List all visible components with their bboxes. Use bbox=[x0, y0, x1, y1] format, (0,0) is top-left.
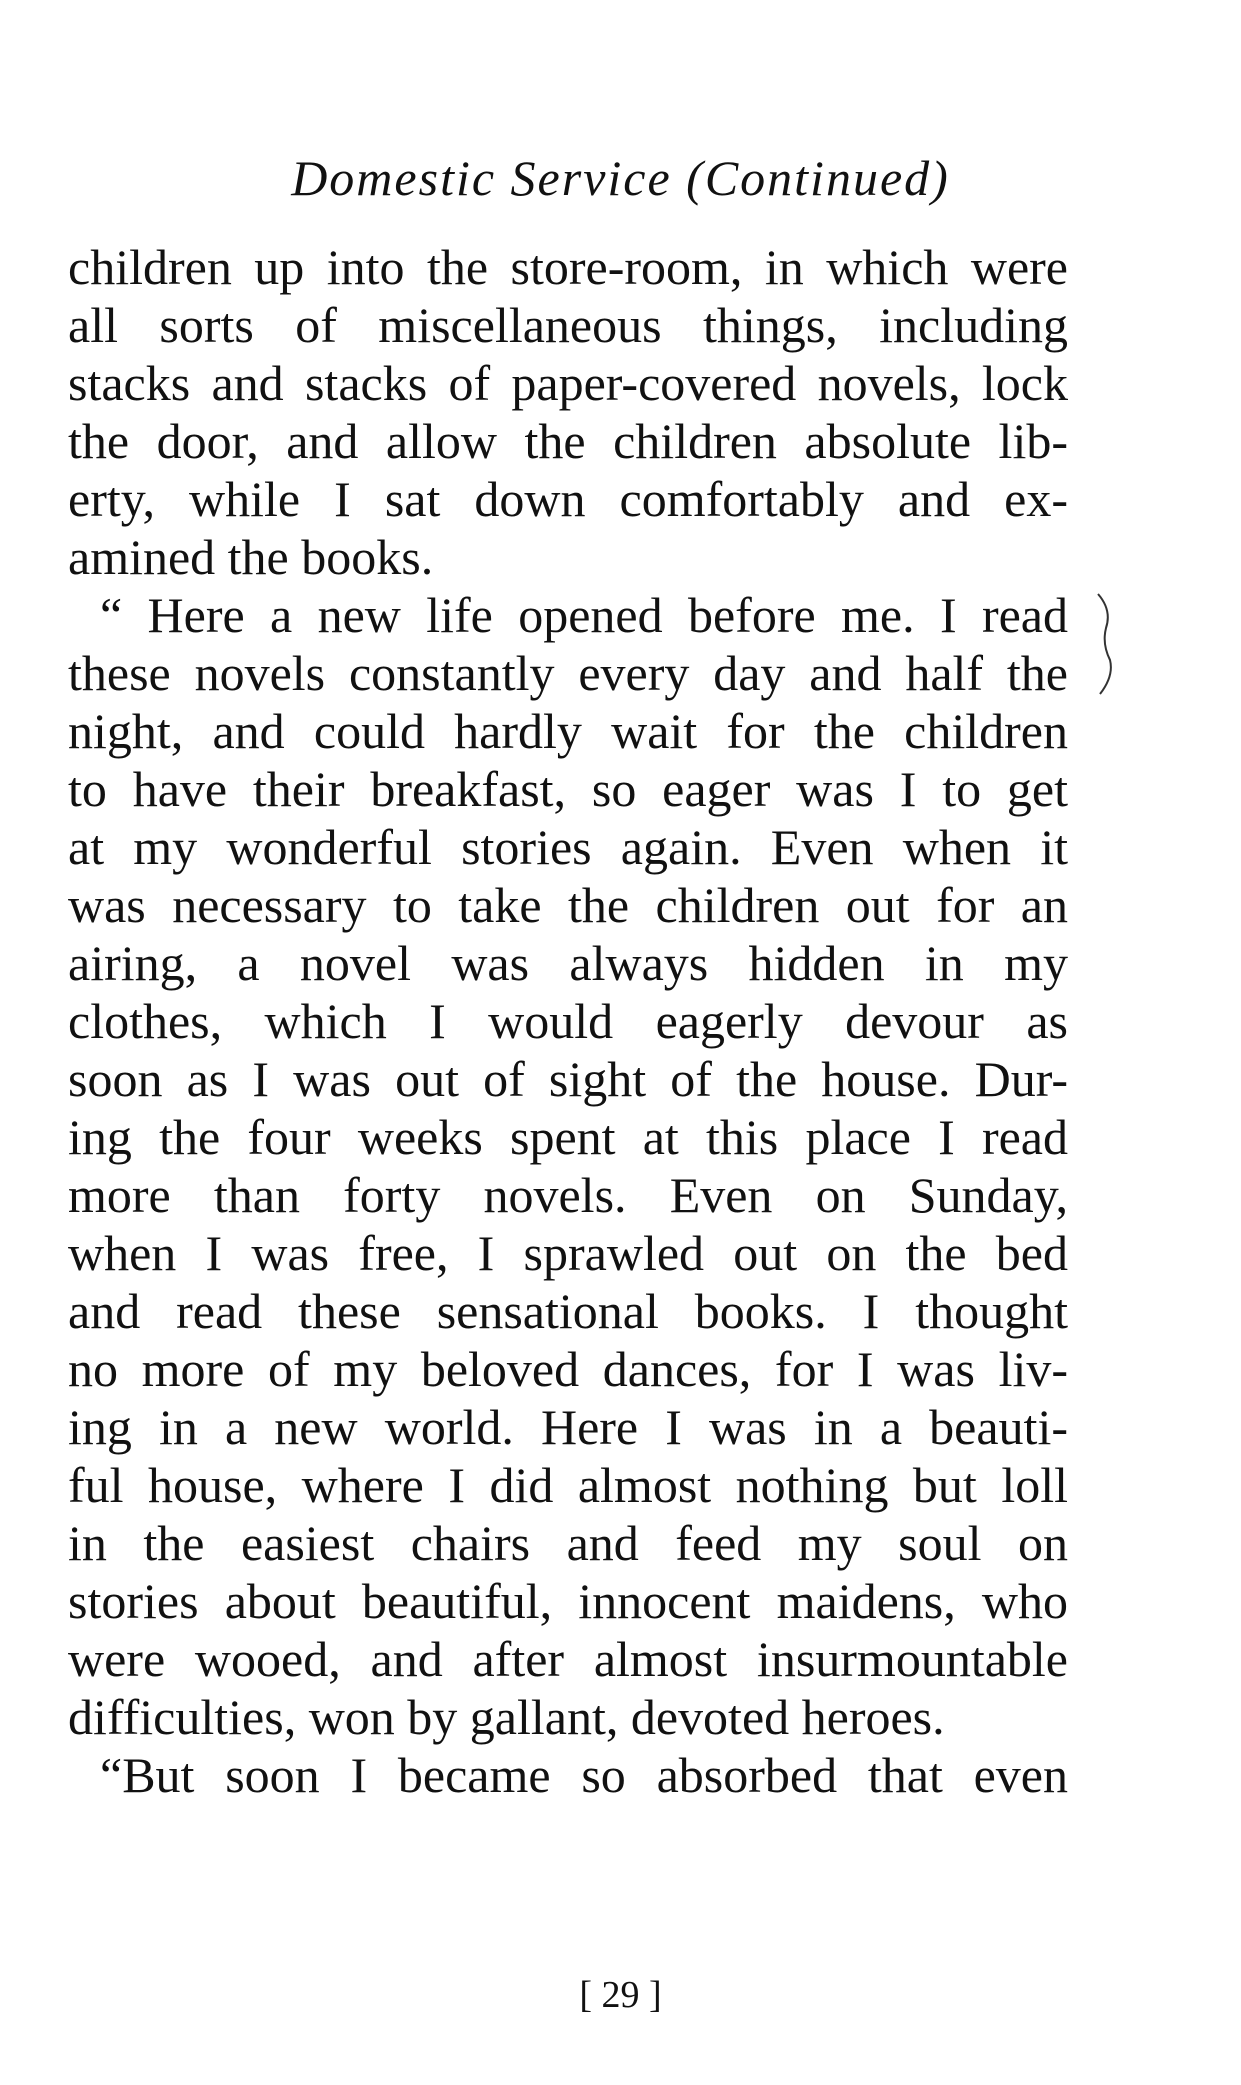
paragraph-start-line: “But soon I became so absorbed that even bbox=[100, 1747, 1068, 1803]
text-line: erty, while I sat down comfortably and ex- bbox=[68, 471, 1068, 527]
text-line: children up into the store-room, in which were bbox=[68, 239, 1068, 295]
text-line: more than forty novels. Even on Sunday, bbox=[68, 1167, 1068, 1223]
text-line: ing in a new world. Here I was in a beauti- bbox=[68, 1399, 1068, 1455]
text-line: these novels constantly every day and half the bbox=[68, 645, 1068, 701]
text-line: to have their breakfast, so eager was I to get bbox=[68, 761, 1068, 817]
text-line: when I was free, I sprawled out on the bed bbox=[68, 1225, 1068, 1281]
text-line: clothes, which I would eagerly devour as bbox=[68, 993, 1068, 1049]
text-line: stacks and stacks of paper-covered novels, lock bbox=[68, 355, 1068, 411]
text-line: ful house, where I did almost nothing but loll bbox=[68, 1457, 1068, 1513]
text-line: soon as I was out of sight of the house. Dur- bbox=[68, 1051, 1068, 1107]
text-line: at my wonderful stories again. Even when it bbox=[68, 819, 1068, 875]
body-text bbox=[68, 238, 1068, 1804]
running-head: Domestic Service (Continued) bbox=[291, 150, 950, 206]
text-line: and read these sensational books. I thought bbox=[68, 1283, 1068, 1339]
text-line: amined the books. bbox=[68, 529, 434, 585]
text-line: in the easiest chairs and feed my soul on bbox=[68, 1515, 1068, 1571]
text-line: no more of my beloved dances, for I was liv- bbox=[68, 1341, 1068, 1397]
text-line: airing, a novel was always hidden in my bbox=[68, 935, 1068, 991]
text-line: all sorts of miscellaneous things, including bbox=[68, 297, 1068, 353]
text-line: difficulties, won by gallant, devoted heroes. bbox=[68, 1689, 945, 1745]
paragraph-start-line: “ Here a new life opened before me. I read bbox=[100, 587, 1068, 643]
text-line: ing the four weeks spent at this place I read bbox=[68, 1109, 1068, 1165]
text-line: stories about beautiful, innocent maidens, who bbox=[68, 1573, 1068, 1629]
text-line: was necessary to take the children out for an bbox=[68, 877, 1068, 933]
margin-bracket-mark bbox=[1092, 590, 1122, 700]
text-line: night, and could hardly wait for the children bbox=[68, 703, 1068, 759]
text-line: the door, and allow the children absolute lib- bbox=[68, 413, 1068, 469]
text-line: were wooed, and after almost insurmountable bbox=[68, 1631, 1068, 1687]
page-number: [ 29 ] bbox=[579, 1974, 662, 2016]
